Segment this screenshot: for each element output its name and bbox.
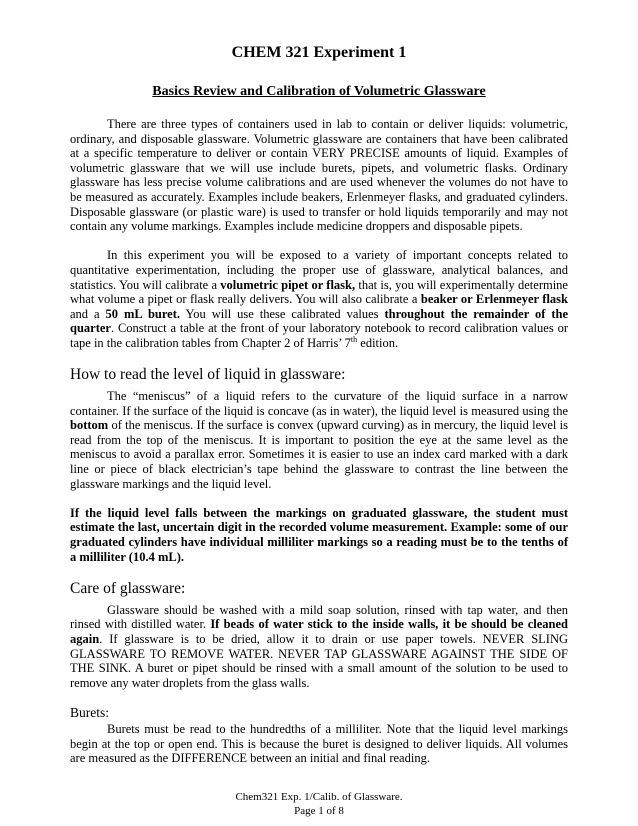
heading-care: Care of glassware: <box>70 579 186 597</box>
heading-meniscus: How to read the level of liquid in glassware: <box>70 366 346 384</box>
page-subtitle: Basics Review and Calibration of Volumetric Glassware <box>152 84 486 99</box>
paragraph-experiment: In this experiment you will be exposed to a variety of important concepts related to quantitative experimentation, including the proper use of glassware, analytical balances, and statistics. You will calibrate a volumetric pipet or flask, that is, you will experimentally determine what volume a pipet or flask really delivers. You will also calibrate a beaker or Erlenmeyer flask and a 50 mL buret. You will use these calibrated values throughout the remainder of the quarter. Construct a table at the front of your laboratory notebook to record calibration values or tape in the calibration tables from Chapter 2 of Harris’ 7th edition. <box>70 248 568 350</box>
paragraph-care: Glassware should be washed with a mild soap solution, rinsed with tap water, and then rinsed with distilled water. If beads of water stick to the inside walls, it be should be cleaned again. If glassware is to be dried, allow it to drain or use paper towels. NEVER SLING GLASSWARE TO REMOVE WATER. NEVER TAP GLASSWARE AGAINST THE SIDE OF THE SINK. A buret or pipet should be rinsed with a small amount of the solution to be used to remove any water droplets from the glass walls. <box>70 602 568 690</box>
paragraph-intro: There are three types of containers used in lab to contain or deliver liquids: volumetric, ordinary, and disposable glassware. Volumetric glassware are containers that have been calibrated at a specific temperature to deliver or contain VERY PRECISE amounts of liquid. Examples of volumetric glassware that we will use include burets, pipets, and volumetric flasks. Ordinary glassware has less precise volume calibrations and are used whenever the volumes do not have to be measured as accurately. Examples include beakers, Erlenmeyer flasks, and graduated cylinders. Disposable glassware (or plastic ware) is used to transfer or hold liquids temporarily and may not contain any volume markings. Examples include medicine droppers and disposable pipets. <box>70 117 568 234</box>
footer-page-line: Page 1 of 8 <box>294 804 344 817</box>
page-footer <box>0 791 638 818</box>
paragraph-estimate-rule: If the liquid level falls between the markings on graduated glassware, the student must estimate the last, uncertain digit in the recorded volume measurement. Example: some of our graduated cylinders have individual milliliter markings so a reading must be to the tenths of a milliliter (10.4 mL). <box>70 505 568 564</box>
page-title: CHEM 321 Experiment 1 <box>231 44 407 61</box>
heading-burets: Burets: <box>70 704 109 720</box>
footer-doc-line: Chem321 Exp. 1/Calib. of Glassware. <box>235 791 403 803</box>
paragraph-meniscus: The “meniscus” of a liquid refers to the curvature of the liquid surface in a narrow container. If the surface of the liquid is concave (as in water), the liquid level is measured using the bottom of the meniscus. If the surface is convex (upward curving) as in mercury, the liquid level is read from the top of the meniscus. It is important to position the eye at the same level as the meniscus to avoid a parallax error. Sometimes it is easier to use an index card marked with a dark line or piece of black electrician’s tape behind the glassware to contrast the line between the glassware markings and the liquid level. <box>70 389 568 491</box>
paragraph-burets: Burets must be read to the hundredths of a milliliter. Note that the liquid level markings begin at the top or open end. This is because the buret is designed to deliver liquids. All volumes are measured as the DIFFERENCE between an initial and final reading. <box>70 721 568 766</box>
